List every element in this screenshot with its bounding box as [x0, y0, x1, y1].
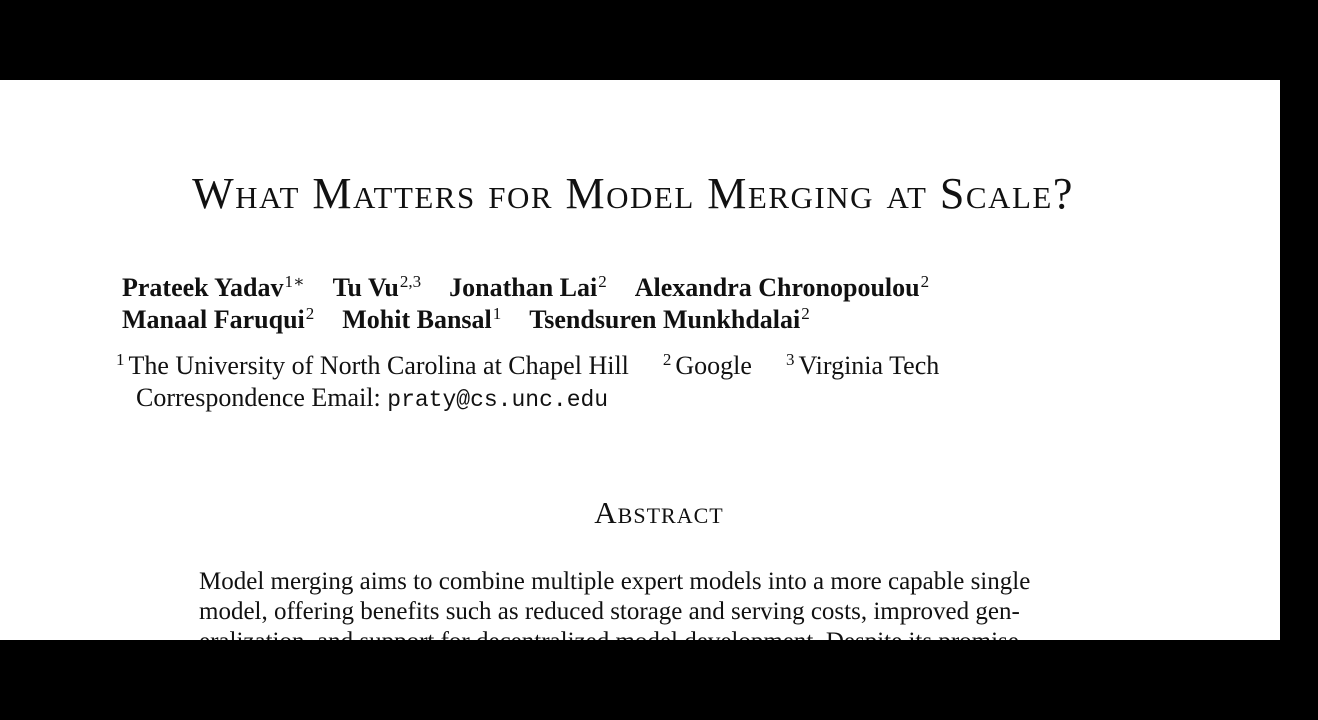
author-affiliation-mark: 2	[305, 304, 315, 323]
author-affiliation-mark: 2,3	[399, 272, 422, 291]
author-name: Tu Vu	[332, 273, 399, 302]
affiliation-name: Virginia Tech	[798, 351, 940, 380]
letterbox-top	[0, 0, 1280, 80]
correspondence-email[interactable]: praty@cs.unc.edu	[387, 387, 609, 413]
author-affiliation-mark: 2	[801, 304, 810, 323]
author-list-row-1	[122, 272, 929, 304]
author-name: Prateek Yadav	[122, 273, 284, 302]
affiliation	[663, 350, 752, 382]
affiliation-mark: 3	[785, 350, 795, 369]
author-list-row-2	[122, 304, 810, 336]
author-name: Alexandra Chronopoulou	[634, 273, 920, 302]
author	[529, 304, 809, 336]
author	[342, 304, 501, 336]
correspondence-label: Correspondence Email:	[136, 383, 388, 412]
author	[122, 304, 314, 336]
affiliation	[116, 350, 629, 382]
paper-title: What Matters for Model Merging at Scale?	[192, 169, 1074, 218]
author	[635, 272, 929, 304]
affiliation	[786, 350, 939, 382]
abstract-line: model, offering benefits such as reduced storage and serving costs, improved gen-	[199, 598, 1020, 625]
affiliation-mark: 2	[662, 350, 672, 369]
affiliation-name: Google	[675, 351, 752, 380]
author	[333, 272, 422, 304]
author-name: Mohit Bansal	[342, 305, 492, 334]
affiliation-mark: 1	[116, 350, 125, 369]
author-affiliation-mark: 2	[920, 272, 930, 291]
abstract-heading: Abstract	[594, 495, 724, 530]
author-name: Jonathan Lai	[449, 273, 598, 302]
author	[449, 272, 607, 304]
author-name: Tsendsuren Munkhdalai	[529, 305, 801, 334]
affiliation-list	[116, 350, 939, 382]
abstract-line: Model merging aims to combine multiple expert models into a more capable single	[199, 568, 1031, 595]
letterbox-bottom	[0, 640, 1280, 720]
author-affiliation-mark: 2	[598, 272, 607, 291]
author-affiliation-mark: 1∗	[284, 272, 305, 291]
correspondence-line	[136, 382, 608, 416]
affiliation-name: The University of North Carolina at Chapel Hill	[128, 351, 629, 380]
author	[122, 272, 305, 304]
author-name: Manaal Faruqui	[122, 305, 305, 334]
paper-page	[0, 80, 1280, 640]
author-affiliation-mark: 1	[492, 304, 502, 323]
